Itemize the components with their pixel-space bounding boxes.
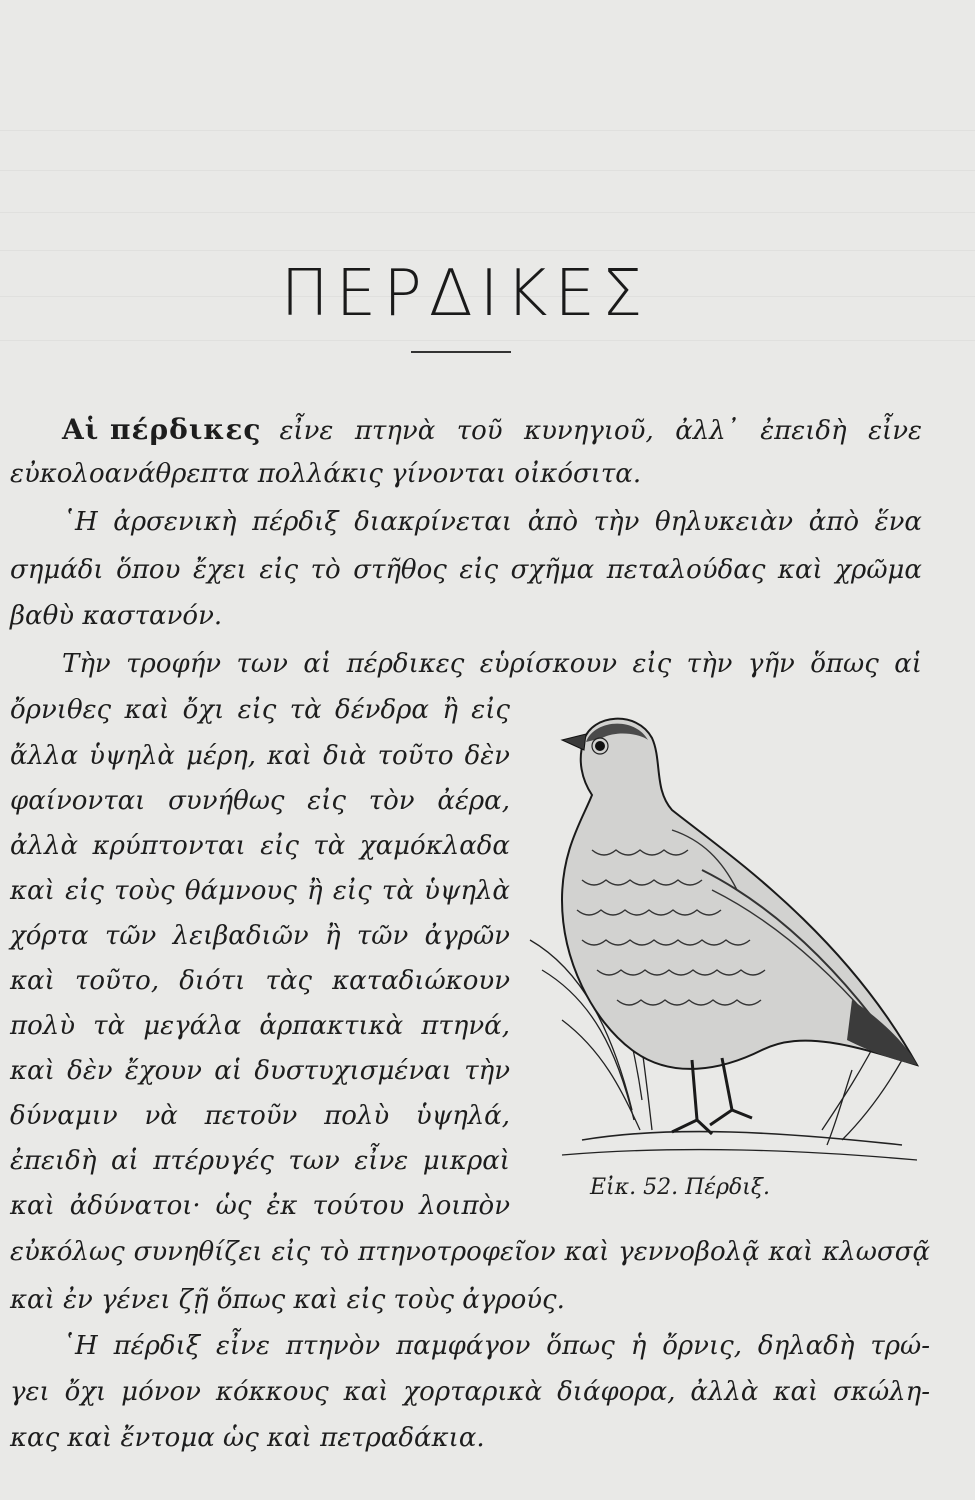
title-rule	[411, 351, 511, 353]
page-title: ΠΕΡΔΙΚΕΣ	[280, 257, 650, 331]
line-text: γει ὄχι μόνον κόκκους καὶ χορταρικὰ διάφορα, ἀλλὰ καὶ σκώλη-	[10, 1377, 930, 1407]
line-text: εἶνε πτηνὰ τοῦ κυνηγιοῦ, ἀλλ᾽ ἐπειδὴ εἶνε	[279, 416, 922, 446]
line-text: ἄλλα ὑψηλὰ μέρη, καὶ διὰ τοῦτο δὲν	[10, 741, 510, 771]
line-text: καὶ ἐν γένει ζῇ ὅπως καὶ εἰς τοὺς ἀγρούς.	[10, 1285, 565, 1315]
line-text: καὶ εἰς τοὺς θάμνους ἢ εἰς τὰ ὑψηλὰ	[10, 876, 510, 906]
line-text: φαίνονται συνήθως εἰς τὸν ἀέρα,	[10, 786, 510, 816]
line-text: ῾Η πέρδιξ εἶνε πτηνὸν παμφάγον ὅπως ἡ ὄρνις, δηλαδὴ τρώ-	[62, 1331, 930, 1361]
lead-words: Αἱ πέρδικες	[62, 413, 262, 446]
line-text: εὐκολοανάθρεπτα πολλάκις γίνονται οἰκόσιτα.	[10, 459, 642, 489]
line-text: ἀλλὰ κρύπτονται εἰς τὰ χαμόκλαδα	[10, 831, 510, 861]
line-text: σημάδι ὅπου ἔχει εἰς τὸ στῆθος εἰς σχῆμα πεταλούδας καὶ χρῶμα	[10, 555, 922, 585]
partridge-illustration	[522, 700, 927, 1170]
line-text: ἐπειδὴ αἱ πτέρυγές των εἶνε μικραὶ	[10, 1146, 510, 1176]
line-text: ῾Η ἀρσενικὴ πέρδιξ διακρίνεται ἀπὸ τὴν θηλυκειὰν ἀπὸ ἕνα	[62, 507, 922, 537]
line-text: καὶ τοῦτο, διότι τὰς καταδιώκουν	[10, 966, 510, 996]
line-text: εὐκόλως συνηθίζει εἰς τὸ πτηνοτροφεῖον καὶ γεννοβολᾷ καὶ κλωσσᾷ	[10, 1237, 930, 1267]
figure-caption: Εἰκ. 52. Πέρδιξ.	[590, 1175, 770, 1200]
line-text: καὶ δὲν ἔχουν αἱ δυστυχισμέναι τὴν	[10, 1056, 510, 1086]
line-text: πολὺ τὰ μεγάλα ἁρπακτικὰ πτηνά,	[10, 1011, 510, 1041]
line-text: χόρτα τῶν λειβαδιῶν ἢ τῶν ἀγρῶν	[10, 921, 510, 951]
line-text: κας καὶ ἔντομα ὡς καὶ πετραδάκια.	[10, 1423, 485, 1453]
line-text: βαθὺ καστανόν.	[10, 601, 223, 631]
line-text: δύναμιν νὰ πετοῦν πολὺ ὑψηλά,	[10, 1101, 510, 1131]
line-text: καὶ ἀδύνατοι· ὡς ἐκ τούτου λοιπὸν	[10, 1191, 510, 1221]
line-text: ὄρνιθες καὶ ὄχι εἰς τὰ δένδρα ἢ εἰς	[10, 695, 510, 725]
line-text: Τὴν τροφήν των αἱ πέρδικες εὑρίσκουν εἰς τὴν γῆν ὅπως αἱ	[62, 649, 922, 679]
